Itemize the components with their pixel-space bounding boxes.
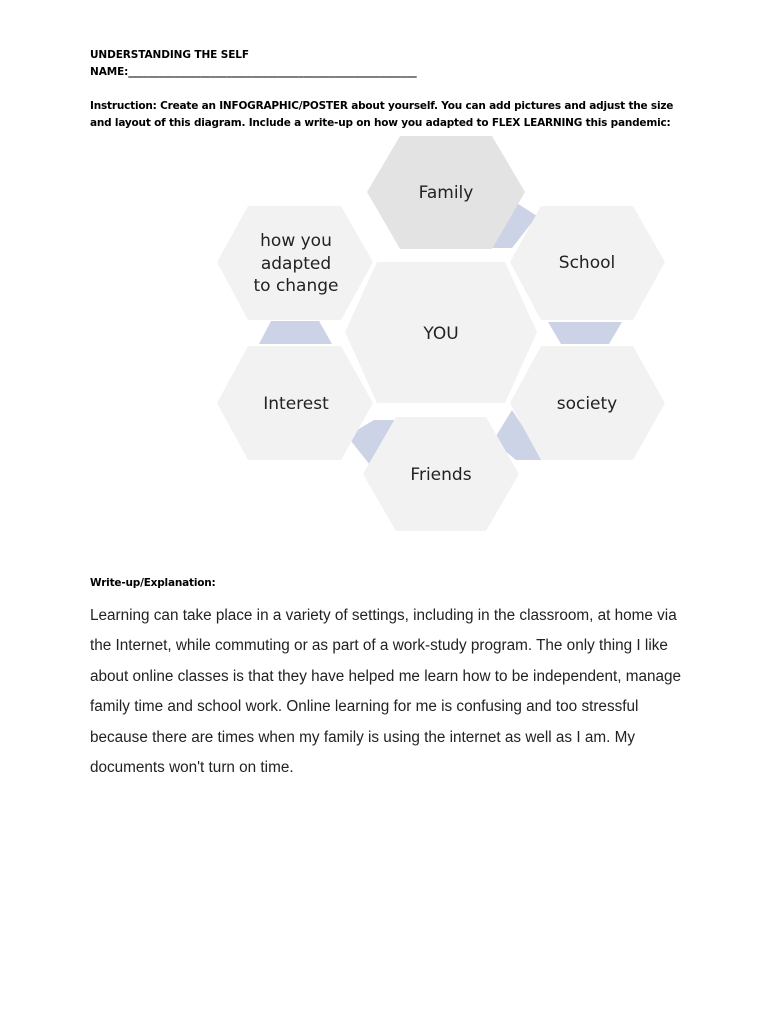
family-label: Family (418, 183, 474, 203)
writeup-text: Learning can take place in a variety of settings, including in the classroom, at home via the Internet, while commuting or as part of a work-study program. The only thing I like about online classes is that they have helped me learn how to be independent, manage family time and school work. Online learning for me is confusing and too stressful because there are times when my family is using the internet as well as I am. My documents won't turn on time. (90, 607, 682, 777)
adapted-label-line-1: how you (260, 231, 332, 251)
adapted-label-line-3: to change (253, 276, 339, 296)
interest-label: Interest (263, 394, 329, 414)
writeup-label: Write-up/Explanation: (90, 577, 216, 589)
course-title: UNDERSTANDING THE SELF (90, 49, 249, 61)
adapted-label-line-2: adapted (260, 254, 332, 274)
friends-label: Friends (410, 465, 472, 485)
instruction-text: Instruction: Create an INFOGRAPHIC/POSTER about yourself. You can add pictures and adjust the size and layout of this diagram. Include a write-up on how you adapted to FLEX LEARNING this pandemic: (90, 100, 674, 129)
school-label: School (558, 253, 616, 273)
connector-school-society (548, 322, 622, 344)
name-line: NAME:________________________________________________________ (90, 66, 417, 78)
you-label: YOU (423, 324, 459, 344)
society-label: society (556, 394, 618, 414)
connector-adapted-interest (259, 321, 332, 344)
